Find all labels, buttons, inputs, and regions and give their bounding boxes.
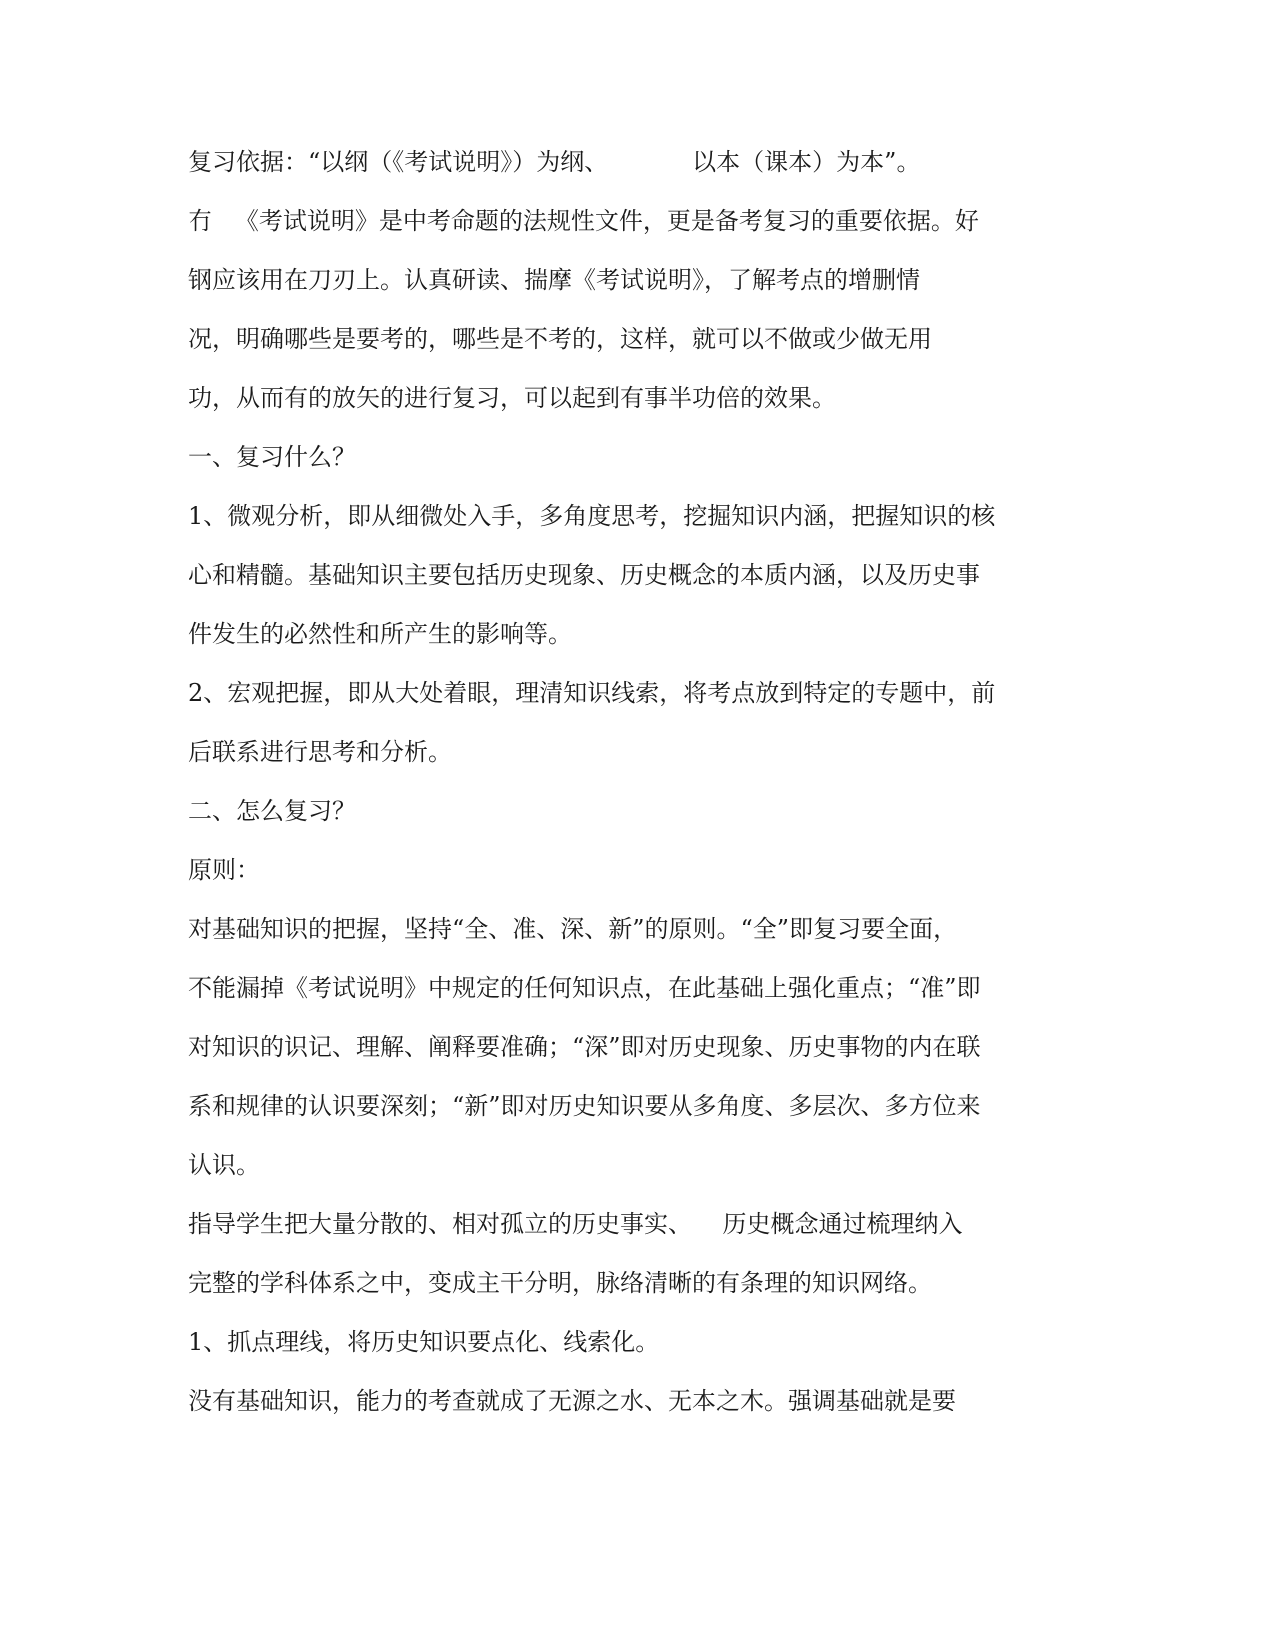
text-line: 2、宏观把握，即从大处着眼，理清知识线索，将考点放到特定的专题中，前 [188,679,996,707]
text-line: 钢应该用在刀刃上。认真研读、揣摩《考试说明》，了解考点的增删情 [188,266,920,294]
text-line: 心和精髓。基础知识主要包括历史现象、历史概念的本质内涵，以及历史事 [188,561,980,589]
text-line: 没有基础知识，能力的考查就成了无源之水、无本之木。强调基础就是要 [188,1387,956,1415]
section-heading: 二、怎么复习？ [188,797,356,825]
text-line: 况，明确哪些是要考的，哪些是不考的，这样，就可以不做或少做无用 [188,325,932,353]
text-line: 复习依据：“以纲（《考试说明》）为纲、 以本（课本）为本”。 [188,148,921,176]
text-line: 1、抓点理线，将历史知识要点化、线索化。 [188,1328,660,1356]
text-line: 对知识的识记、理解、阐释要准确；“深”即对历史现象、历史事物的内在联 [188,1033,981,1061]
text-line: 认识。 [188,1151,260,1179]
text-line: 对基础知识的把握，坚持“全、准、深、新”的原则。“全”即复习要全面， [188,915,958,943]
text-line: 后联系进行思考和分析。 [188,738,452,766]
text-line: 系和规律的认识要深刻；“新”即对历史知识要从多角度、多层次、多方位来 [188,1092,981,1120]
text-line: 不能漏掉《考试说明》中规定的任何知识点，在此基础上强化重点；“准”即 [188,974,981,1002]
text-line: 完整的学科体系之中，变成主干分明，脉络清晰的有条理的知识网络。 [188,1269,932,1297]
text-line: 1、微观分析，即从细微处入手，多角度思考，挖掘知识内涵，把握知识的核 [188,502,996,530]
text-line: 件发生的必然性和所产生的影响等。 [188,620,572,648]
text-line: 原则： [188,856,260,884]
section-heading: 一、复习什么？ [188,443,356,471]
text-line: 冇 《考试说明》是中考命题的法规性文件，更是备考复习的重要依据。好 [188,207,979,235]
text-line: 功，从而有的放矢的进行复习，可以起到有事半功倍的效果。 [188,384,836,412]
text-line: 指导学生把大量分散的、相对孤立的历史事实、 历史概念通过梳理纳入 [188,1210,963,1238]
